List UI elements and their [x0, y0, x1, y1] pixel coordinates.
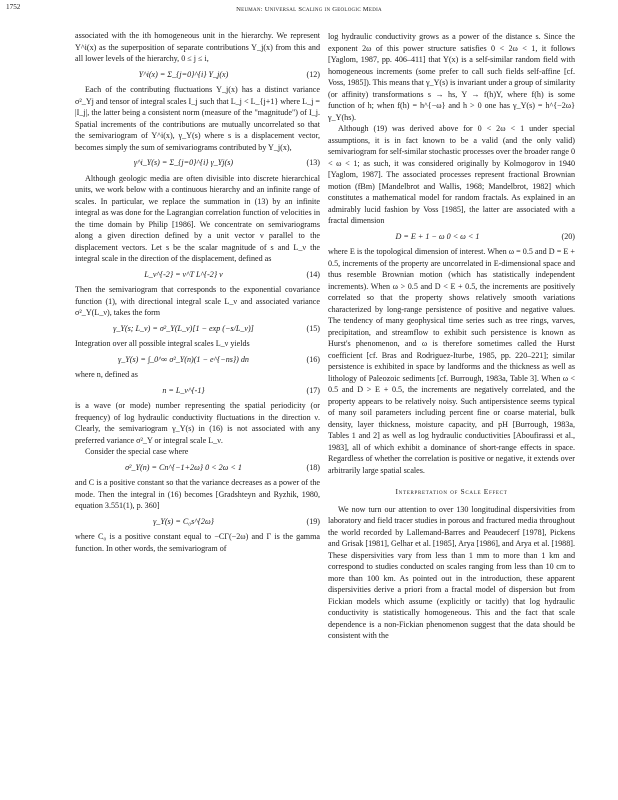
equation-body: γ_Y(s; L_ν) = σ²_Y(L_ν)[1 − exp (−s/L_ν)]: [113, 323, 254, 333]
paragraph: where n, defined as: [75, 370, 138, 379]
right-column: [328, 31, 575, 642]
paragraph: Each of the contributing fluctuations Y_j(x) has a distinct variance σ²_Yj and tensor of integral scales I_j such that L_j < L_{j+1} where L_j = |I_j|, the latter being a consistent norm (measure of the "magnitude") of I_j. Spatial increments of the contributions are mutually uncorrelated so that the semivariogram of Y^i(x), γ_Y(s) where s is a displacement vector, becomes simply the sum of semivariograms contributed by Y_j(x),: [75, 85, 320, 152]
equation-body: Y^i(x) = Σ_{j=0}^{i} Y_j(x): [138, 69, 229, 79]
equation-number: (14): [306, 269, 320, 279]
equation-body: D = E + 1 − ω 0 < ω < 1: [395, 231, 480, 241]
equation: [75, 69, 320, 81]
equation-number: (17): [306, 385, 320, 395]
paragraph: where E is the topological dimension of interest. When ω = 0.5 and D = E + 0.5, increments of the property are uncorrelated in E-dimensional space and thus resemble Brownian motion (which has statistically independent increments). When ω > 0.5 and D < E + 0.5, the increments are positively correlated so that the property shows relatively smooth variations characterized by long-range persistence of positive and negative values. The tendency of many geophysical time series such as tree rings, varves, precipitation, and streamflow to exhibit such persistence is known as Hurst's phenomenon, and ω is therefore sometimes called the Hurst coefficient [cf. Bras and Rodriguez-Iturbe, 1985, pp. 220–221]; similar persistence is exhibited in space by landforms and the thickness as well as lithology of Paleozoic sediments [cf. Burrough, 1983a, Table 3]. When ω < 0.5 and D > E + 0.5, the increments are negatively correlated, and the property appears to be relatively noisy. Such antipersistence seems typical of many soil parameters including percent fine or coarse material, bulk density, layer thickness, moisture capacity, and pH [Burrough, 1983a, Tables 1 and 2] as well as log hydraulic conductivities [Aboufirassi et al., 1983], all of which exhibit a dominance of short-range effects in space. Regardless of whether the correlation is positive or negative, it extends over arbitrarily large spatial scales.: [328, 247, 575, 475]
equation-body: σ²_Y(n) = Cn^{−1+2ω} 0 < 2ω < 1: [125, 462, 242, 472]
equation-body: γ_Y(s) = ∫_0^∞ σ²_Y(n)(1 − e^{−ns}) dn: [118, 354, 249, 364]
equation-number: (12): [306, 69, 320, 79]
equation: [75, 516, 320, 528]
page-number: 1752: [6, 3, 21, 11]
equation: [75, 462, 320, 474]
equation: [75, 157, 320, 169]
paragraph: Integration over all possible integral scales L_ν yields: [75, 339, 250, 348]
paragraph: where C₀ is a positive constant equal to −CΓ(−2ω) and Γ is the gamma function. In other words, the semivariogram of: [75, 532, 320, 553]
paragraph: Although (19) was derived above for 0 < 2ω < 1 under special assumptions, it is in fact known to be a valid (and the only valid) semivariogram for self-similar stochastic processes over the broader range 0 < ω < 1; as such, it was considered originally by Kolmogorov in 1940 [Yaglom, 1987]. The associated processes represent fractional Brownian motion (fBm) [Mandelbrot and Wallis, 1968; Mandelbrot, 1982] which constitutes a mathematical model for random fractals. As explained in an admirably lucid fashion by Voss [1985], the latter are associated with a fractal dimension: [328, 124, 575, 225]
section-heading: Interpretation of Scale Effect: [395, 487, 508, 496]
paragraph: log hydraulic conductivity grows as a power of the distance s. Since the exponent 2ω of this power structure satisfies 0 < 2ω < 1, it follows [Yaglom, 1987, pp. 406–411] that Y(x) is a self-similar random field with homogeneous increments (some prefer to call such fields self-affine [cf. Voss, 1985]). This means that γ_Y(s) is invariant under a group of similarity (or affinity) transformations s → hs, Y → f(h)Y, where f(h) is some function of h; when f(h) = h^{−ω} and h > 0 one has γ_Y(s) = h^{−2ω}γ_Y(hs).: [328, 32, 575, 122]
equation-body: γ^i_Y(s) = Σ_{j=0}^{i} γ_Yj(s): [133, 158, 234, 167]
equation-body: L_ν^{-2} = ν^T L^{-2} ν: [144, 269, 223, 279]
paragraph: Then the semivariogram that corresponds to the exponential covariance function (1), with directional integral scale L_ν and associated variance σ²_Y(L_ν), takes the form: [75, 285, 320, 317]
paragraph: Although geologic media are often divisible into discrete hierarchical units, we work below with a continuous hierarchy and an infinite range of scales. In particular, we replace the summation in (13) by an infinite integral as was done for the Lagrangian correlation function of velocities in the time domain by Philip [1986]. We concentrate on semivariograms along a given direction defined by a unit vector ν parallel to the displacement vectors. Let s be the scalar magnitude of s and L_ν the integral scale in the direction of the displacement, defined as: [75, 173, 320, 263]
equation: [75, 385, 320, 397]
left-column: [75, 30, 320, 554]
running-head: Neuman: Universal Scaling in Geologic Media: [236, 6, 382, 13]
equation: [328, 231, 575, 243]
equation-body: n = L_ν^{-1}: [162, 385, 205, 395]
equation: [75, 269, 320, 281]
paragraph: associated with the ith homogeneous unit in the hierarchy. We represent Y^i(x) as the superposition of separate contributions Y_j(x) from this and all lower levels of the hierarchy, 0 ≤ j ≤ i,: [75, 31, 320, 63]
equation-number: (18): [306, 462, 320, 472]
paragraph: We now turn our attention to over 130 longitudinal dispersivities from laboratory and field tracer studies in porous and fractured media throughout the world recorded by Lallemand-Barres and Peaudecerf [1978], Pickens and Grisak [1981], Gelhar et al. [1985], Arya [1986], and Arya et al. [1988]. These dispersivities vary from less than 1 mm to more than 1 km and correspond to studies conducted on scales ranging from less than 10 cm to more than 100 km. As pointed out in the introduction, these apparent dispersivities derive a priori from a fractal model of dispersion but from Fickian models which assume (explicitly or tacitly) that log hydraulic conductivity is statistically homogeneous. This and the fact that scale dependence is a non-Fickian phenomenon suggest that the data should be consistent with the: [328, 504, 575, 640]
paragraph: Consider the special case where: [85, 447, 189, 456]
equation-body: γ_Y(s) = C₀s^{2ω}: [153, 516, 214, 526]
equation-number: (13): [306, 158, 320, 167]
equation-number: (16): [306, 354, 320, 364]
paragraph: is a wave (or mode) number representing the spatial periodicity (or frequency) of log hydraulic conductivity fluctuations in the direction ν. Clearly, the semivariogram γ_Y(s) in (16) is not associated with any preferred variance σ²_Y or integral scale L_ν.: [75, 401, 320, 445]
equation-number: (20): [561, 231, 575, 241]
equation: [75, 354, 320, 366]
equation-number: (19): [306, 516, 320, 526]
paragraph: and C is a positive constant so that the variance decreases as a power of the mode. Then the integral in (16) becomes [Gradshteyn and Ryzhik, 1980, equation 3.551(1), p. 360]: [75, 478, 320, 510]
equation-number: (15): [306, 323, 320, 333]
equation: [75, 323, 320, 335]
